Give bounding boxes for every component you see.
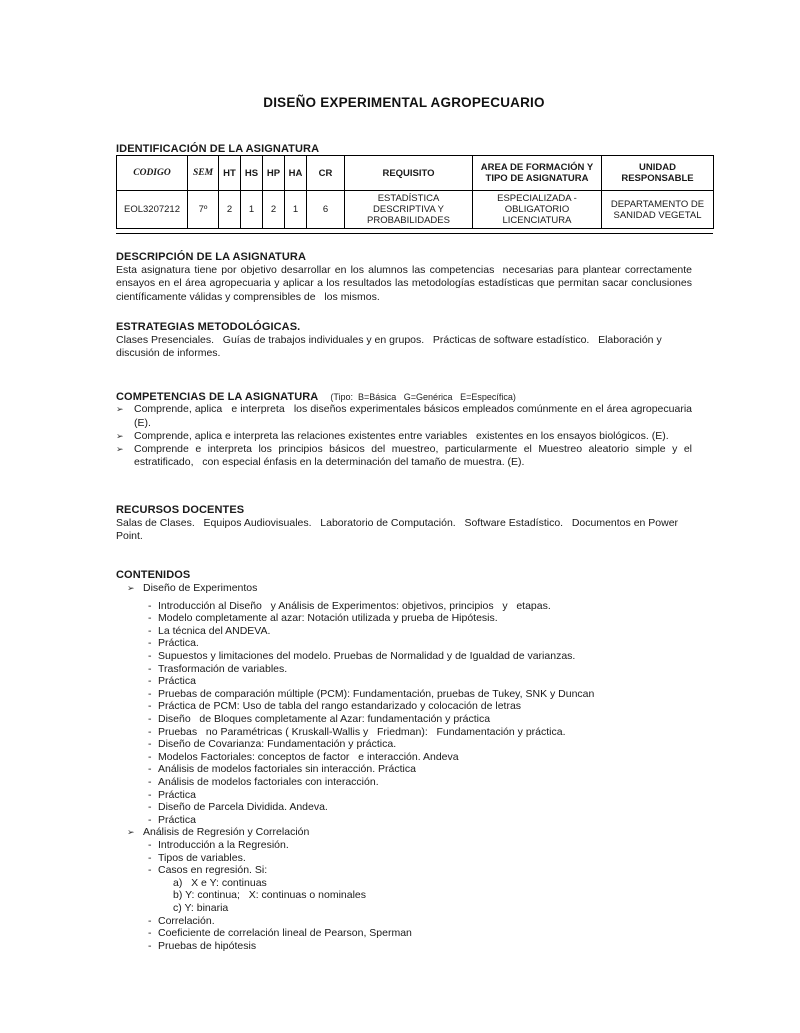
table-header-row bbox=[117, 156, 714, 191]
content-item-text: Pruebas no Paramétricas ( Kruskall-Wallis y Friedman): Fundamentación y práctica. bbox=[158, 725, 566, 738]
content-item-text: La técnica del ANDEVA. bbox=[158, 624, 271, 637]
dash-bullet: - bbox=[148, 725, 152, 738]
dash-bullet: - bbox=[148, 838, 152, 851]
content-item bbox=[148, 663, 692, 676]
section-descripcion bbox=[116, 251, 692, 304]
content-item bbox=[148, 801, 692, 814]
topic-group bbox=[116, 826, 692, 952]
content-item-text: Práctica de PCM: Uso de tabla del rango estandarizado y colocación de letras bbox=[158, 700, 522, 713]
topic-group bbox=[116, 582, 692, 826]
competencias-tipo-note: (Tipo: B=Básica G=Genérica E=Específica) bbox=[330, 392, 516, 403]
content-item-text: Pruebas de hipótesis bbox=[158, 939, 257, 952]
dash-bullet: - bbox=[148, 788, 152, 801]
competencias-heading: COMPETENCIAS DE LA ASIGNATURA bbox=[116, 391, 319, 404]
contenidos-list bbox=[116, 582, 692, 952]
dash-bullet: - bbox=[148, 851, 152, 864]
content-item bbox=[148, 864, 692, 877]
content-item bbox=[148, 600, 692, 613]
content-item-text: Supuestos y limitaciones del modelo. Pruebas de Normalidad y de Igualdad de varianzas. bbox=[158, 650, 576, 663]
dash-bullet: - bbox=[148, 813, 152, 826]
cell-requisito: ESTADÍSTICA DESCRIPTIVA Y PROBABILIDADES bbox=[345, 191, 473, 229]
content-item-text: Práctica bbox=[158, 813, 196, 826]
content-item bbox=[148, 940, 692, 953]
competencia-item bbox=[116, 403, 692, 429]
document-title: DISEÑO EXPERIMENTAL AGROPECUARIO bbox=[263, 95, 545, 110]
dash-bullet: - bbox=[148, 612, 152, 625]
topic-items bbox=[116, 839, 692, 952]
content-item-text: Práctica bbox=[158, 788, 196, 801]
dash-bullet: - bbox=[148, 914, 152, 927]
section-identificacion bbox=[116, 143, 705, 234]
col-header-codigo: CODIGO bbox=[117, 156, 188, 191]
col-header-sem: SEM bbox=[188, 156, 219, 191]
dash-bullet: - bbox=[148, 650, 152, 663]
identificacion-heading: IDENTIFICACIÓN DE LA ASIGNATURA bbox=[116, 143, 320, 155]
section-competencias bbox=[116, 391, 692, 469]
dash-bullet: - bbox=[148, 599, 152, 612]
topic-items bbox=[116, 600, 692, 827]
competencia-item bbox=[116, 430, 692, 443]
recursos-text: Salas de Clases. Equipos Audiovisuales. Laboratorio de Computación. Software Estadístico. Documentos en Power Point. bbox=[116, 516, 679, 542]
cell-unidad: DEPARTAMENTO DE SANIDAD VEGETAL bbox=[602, 191, 714, 229]
col-header-ht: HT bbox=[219, 156, 241, 191]
dash-bullet: - bbox=[148, 713, 152, 726]
content-item bbox=[148, 814, 692, 827]
cell-ha: 1 bbox=[285, 191, 307, 229]
dash-bullet: - bbox=[148, 939, 152, 952]
competencia-item bbox=[116, 443, 692, 469]
col-header-hp: HP bbox=[263, 156, 285, 191]
topic-label-row bbox=[127, 582, 692, 595]
content-item-text: Coeficiente de correlación lineal de Pearson, Sperman bbox=[158, 927, 412, 940]
content-item-text: Casos en regresión. Si: bbox=[158, 864, 268, 877]
content-item-text: Correlación. bbox=[158, 914, 215, 927]
dash-bullet: - bbox=[148, 864, 152, 877]
dash-bullet: - bbox=[148, 750, 152, 763]
competencias-heading-row bbox=[116, 391, 692, 403]
arrow-bullet-icon: ➢ bbox=[116, 404, 124, 415]
content-item bbox=[148, 839, 692, 852]
arrow-bullet-icon: ➢ bbox=[127, 827, 135, 838]
cell-hp: 2 bbox=[263, 191, 285, 229]
dash-bullet: - bbox=[148, 675, 152, 688]
content-item-text: Trasformación de variables. bbox=[158, 662, 288, 675]
identificacion-table bbox=[116, 155, 714, 229]
identificacion-table-wrap bbox=[116, 155, 713, 234]
content-item bbox=[148, 650, 692, 663]
content-item-text: Diseño de Bloques completamente al Azar: fundamentación y práctica bbox=[158, 713, 491, 726]
col-header-area: AREA DE FORMACIÓN Y TIPO DE ASIGNATURA bbox=[473, 156, 602, 191]
content-item-text: Diseño de Covarianza: Fundamentación y práctica. bbox=[158, 738, 397, 751]
content-item-text: Análisis de modelos factoriales sin interacción. Práctica bbox=[158, 763, 416, 776]
content-item bbox=[148, 726, 692, 739]
content-item bbox=[148, 852, 692, 865]
content-item bbox=[148, 776, 692, 789]
estrategias-heading: ESTRATEGIAS METODOLÓGICAS. bbox=[116, 320, 301, 333]
competencias-list bbox=[116, 403, 692, 469]
arrow-bullet-icon: ➢ bbox=[127, 583, 135, 594]
dash-bullet: - bbox=[148, 624, 152, 637]
table-data-row bbox=[117, 191, 714, 229]
content-item bbox=[148, 700, 692, 713]
cell-codigo: EOL3207212 bbox=[117, 191, 188, 229]
competencia-text: Comprende e interpreta los principios básicos del muestreo, particularmente el Muestreo aleatorio simple y el estratificado, con especial énfasis en la determinación del tamaño de muestra. (E). bbox=[134, 443, 692, 469]
content-item bbox=[148, 688, 692, 701]
content-item-text: Práctica. bbox=[158, 637, 199, 650]
descripcion-text: Esta asignatura tiene por objetivo desarrollar en los alumnos las competencias necesarias para plantear correctamente ensayos en el área agropecuaria y aplicar a los resultados las metodologías estadísticas que permitan sacar conclusiones científicamente válidas y comprensibles de los mismos. bbox=[116, 264, 692, 303]
estrategias-text: Clases Presenciales. Guías de trabajos individuales y en grupos. Prácticas de software estadístico. Elaboración y discusión de informes. bbox=[116, 333, 662, 360]
content-item bbox=[148, 738, 692, 751]
section-estrategias bbox=[116, 321, 692, 361]
content-item-text: Análisis de modelos factoriales con interacción. bbox=[158, 776, 379, 788]
topic-label: Análisis de Regresión y Correlación bbox=[143, 826, 310, 839]
content-item bbox=[148, 625, 692, 638]
competencia-text: Comprende, aplica e interpreta las relaciones existentes entre variables existentes en los ensayos biológicos. (E). bbox=[134, 429, 669, 442]
dash-bullet: - bbox=[148, 687, 152, 700]
content-item-text: Pruebas de comparación múltiple (PCM): Fundamentación, pruebas de Tukey, SNK y Duncan bbox=[158, 687, 595, 700]
content-item-text: Introducción al Diseño y Análisis de Experimentos: objetivos, principios y etapas. bbox=[158, 599, 551, 612]
content-item bbox=[148, 675, 692, 688]
cell-ht: 2 bbox=[219, 191, 241, 229]
col-header-requisito: REQUISITO bbox=[345, 156, 473, 191]
content-item bbox=[148, 637, 692, 650]
letter-sub-item: c) Y: binaria bbox=[173, 901, 229, 914]
dash-bullet: - bbox=[148, 738, 152, 751]
dash-bullet: - bbox=[148, 927, 152, 940]
dash-bullet: - bbox=[148, 763, 152, 776]
topic-label-row bbox=[127, 826, 692, 839]
content-item-text: Modelos Factoriales: conceptos de factor e interacción. Andeva bbox=[158, 750, 459, 763]
content-item-text: Práctica bbox=[158, 675, 196, 688]
recursos-heading: RECURSOS DOCENTES bbox=[116, 503, 245, 516]
content-item bbox=[148, 789, 692, 802]
competencia-text: Comprende, aplica e interpreta los diseños experimentales básicos empleados comúnmente en el área agropecuaria (E). bbox=[134, 403, 692, 429]
cell-cr: 6 bbox=[307, 191, 345, 229]
col-header-hs: HS bbox=[241, 156, 263, 191]
dash-bullet: - bbox=[148, 776, 152, 788]
cell-sem: 7º bbox=[188, 191, 219, 229]
content-item-text: Tipos de variables. bbox=[158, 851, 246, 864]
content-item bbox=[148, 713, 692, 726]
dash-bullet: - bbox=[148, 662, 152, 675]
dash-bullet: - bbox=[148, 801, 152, 814]
descripcion-heading: DESCRIPCIÓN DE LA ASIGNATURA bbox=[116, 251, 307, 263]
cell-hs: 1 bbox=[241, 191, 263, 229]
table-bottom-rule bbox=[116, 229, 713, 234]
content-item bbox=[148, 612, 692, 625]
letter-sub-item: b) Y: continua; X: continuas o nominales bbox=[173, 889, 367, 902]
arrow-bullet-icon: ➢ bbox=[116, 430, 124, 441]
content-item bbox=[148, 927, 692, 940]
col-header-unidad: UNIDAD RESPONSABLE bbox=[602, 156, 714, 191]
topic-label: Diseño de Experimentos bbox=[143, 582, 258, 595]
col-header-cr: CR bbox=[307, 156, 345, 191]
content-item bbox=[148, 915, 692, 928]
section-contenidos bbox=[116, 569, 692, 952]
content-item-text: Introducción a la Regresión. bbox=[158, 838, 289, 851]
section-recursos bbox=[116, 504, 692, 544]
content-item bbox=[148, 751, 692, 764]
cell-area: ESPECIALIZADA - OBLIGATORIO LICENCIATURA bbox=[473, 191, 602, 229]
content-item-text: Modelo completamente al azar: Notación utilizada y prueba de Hipótesis. bbox=[158, 612, 498, 625]
dash-bullet: - bbox=[148, 637, 152, 650]
content-item bbox=[148, 763, 692, 776]
dash-bullet: - bbox=[148, 700, 152, 713]
col-header-ha: HA bbox=[285, 156, 307, 191]
content-item-text: Diseño de Parcela Dividida. Andeva. bbox=[158, 801, 328, 814]
letter-sub-item: a) X e Y: continuas bbox=[173, 876, 267, 889]
arrow-bullet-icon: ➢ bbox=[116, 444, 124, 455]
contenidos-heading: CONTENIDOS bbox=[116, 569, 191, 582]
